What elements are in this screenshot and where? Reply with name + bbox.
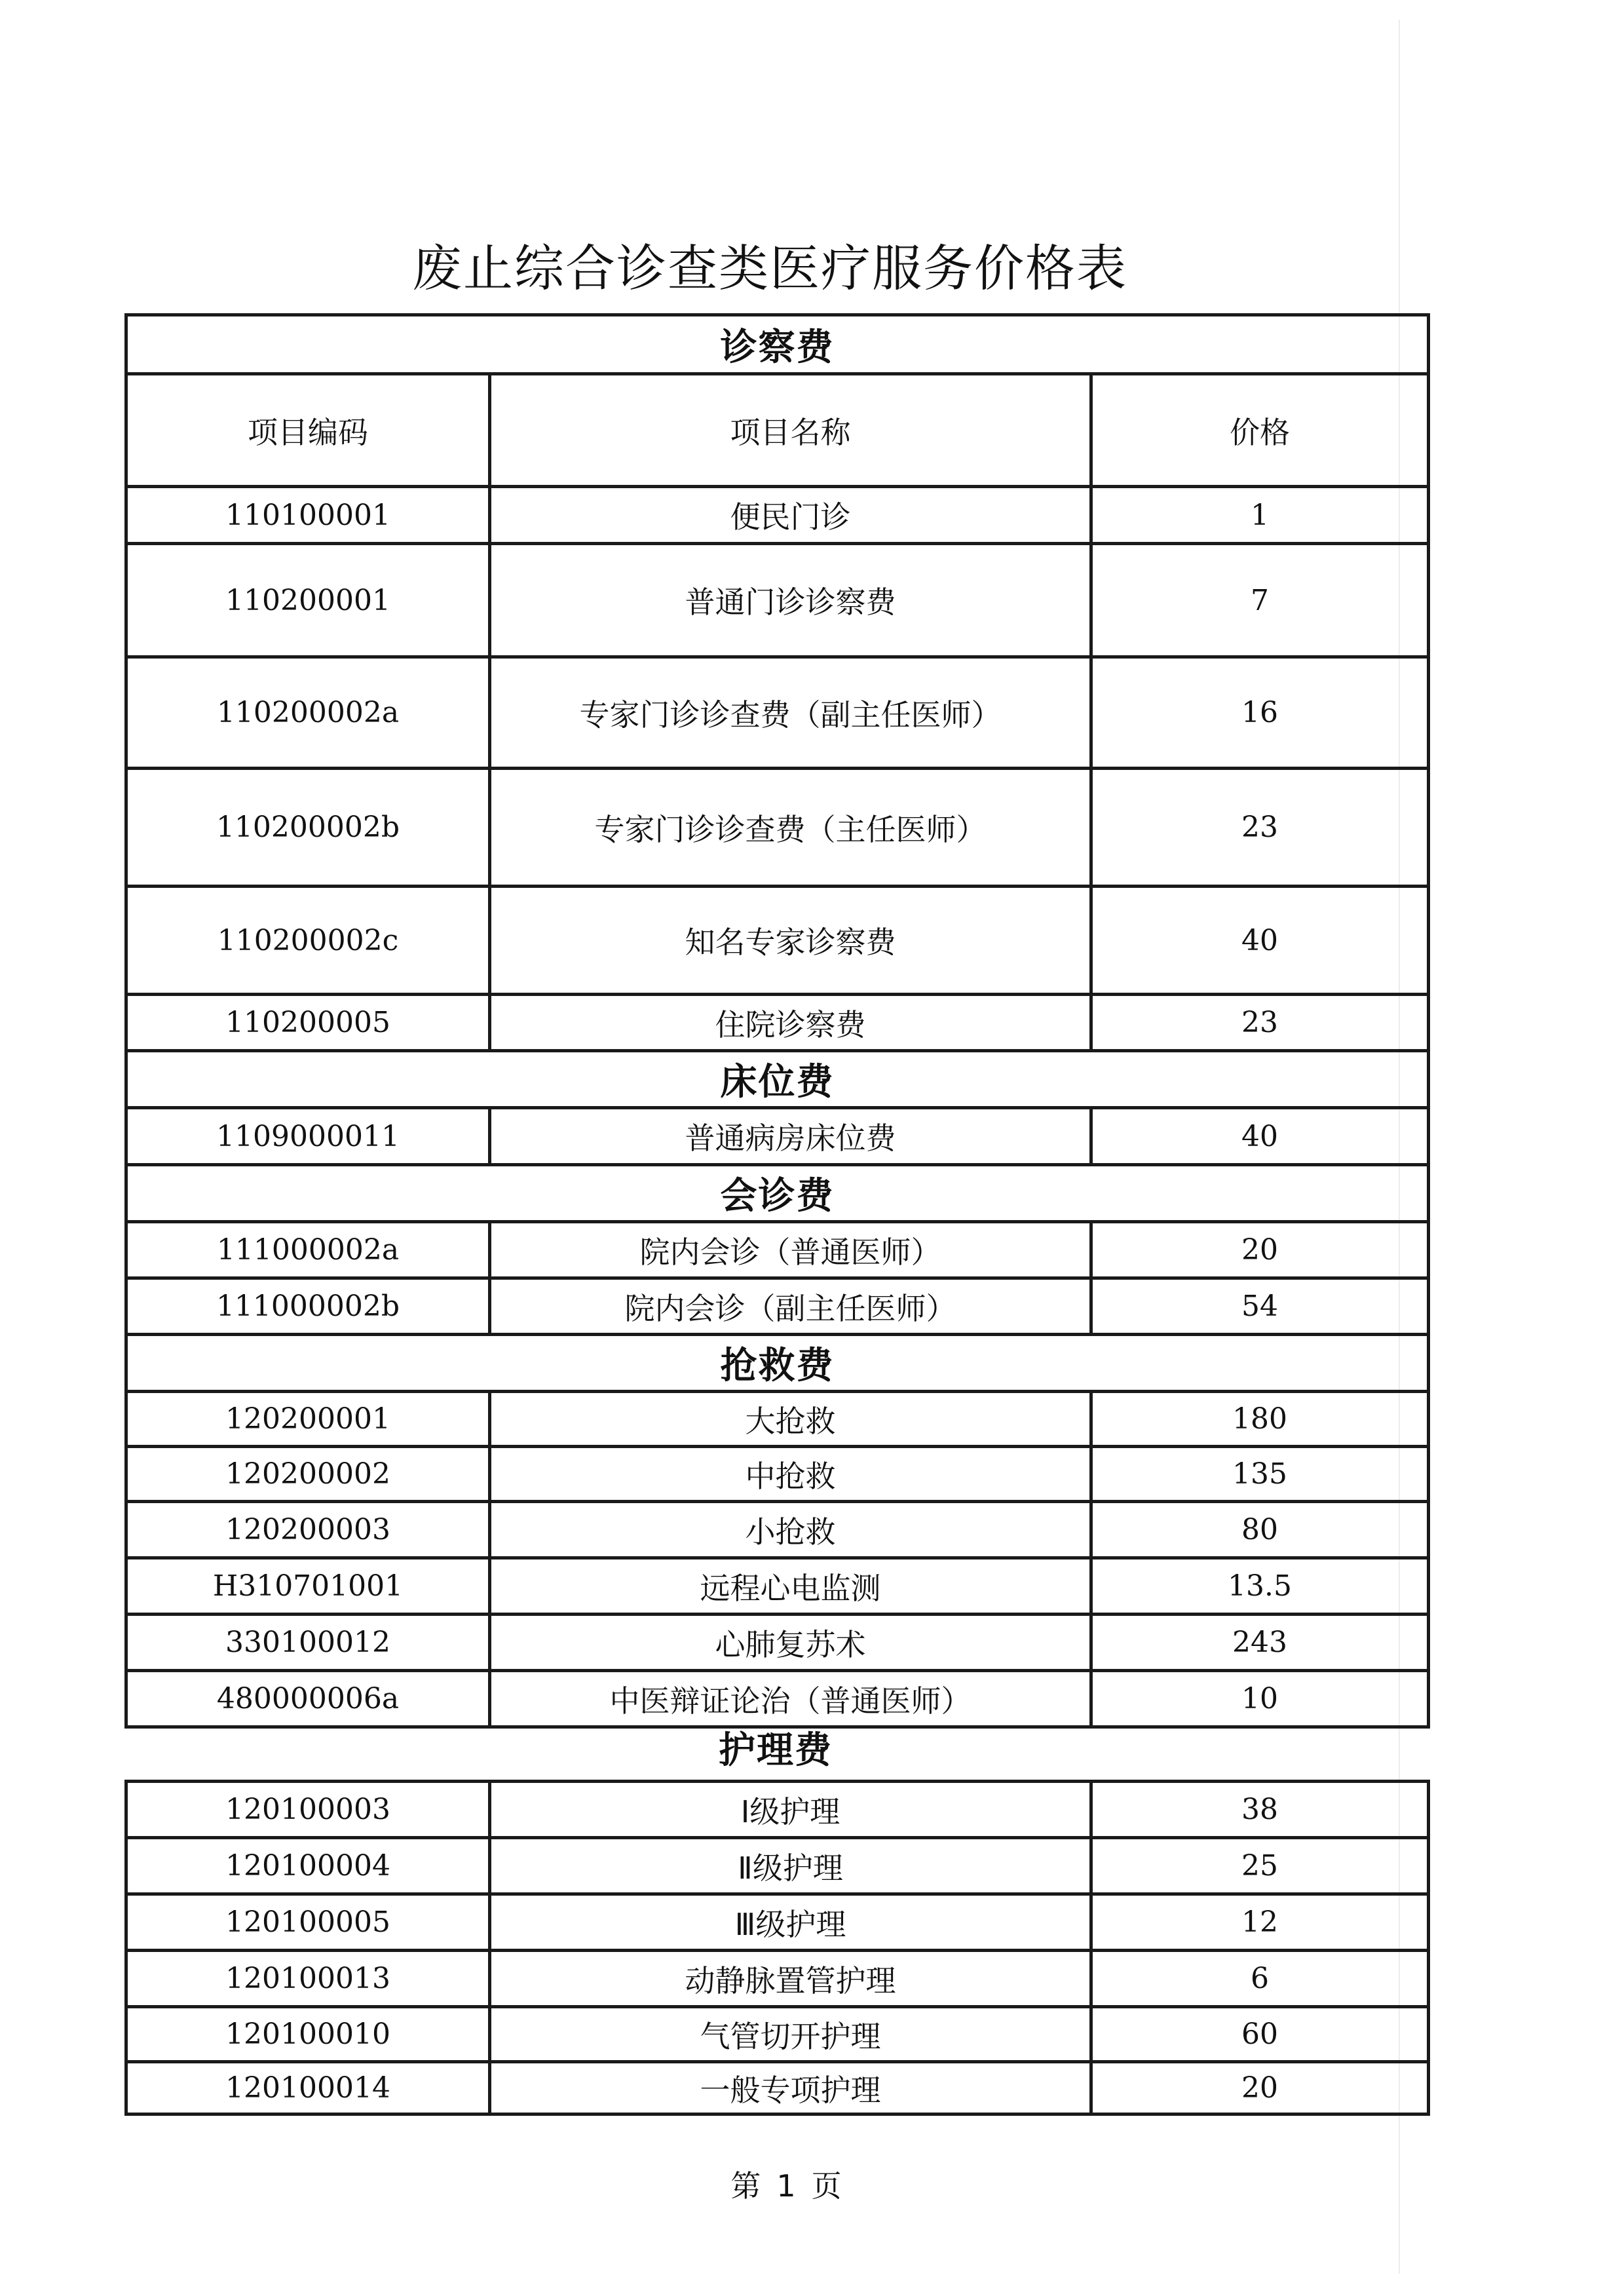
item-code: 110200002b bbox=[126, 769, 490, 887]
table-row bbox=[126, 1894, 1429, 1951]
item-price: 7 bbox=[1091, 544, 1429, 657]
item-code: 120100005 bbox=[126, 1894, 490, 1951]
section-title-bed: 床位费 bbox=[126, 1051, 1429, 1108]
item-price: 135 bbox=[1091, 1447, 1429, 1502]
page-number bbox=[0, 2162, 1572, 2206]
table-row bbox=[126, 1108, 1429, 1165]
item-price: 12 bbox=[1091, 1894, 1429, 1951]
section-title-nursing: 护理费 bbox=[719, 1729, 833, 1772]
item-price: 20 bbox=[1091, 2062, 1429, 2114]
item-price: 60 bbox=[1091, 2007, 1429, 2062]
table-row bbox=[126, 887, 1429, 995]
item-code: 110200002a bbox=[126, 657, 490, 769]
page-suffix: 页 bbox=[811, 2168, 842, 2204]
item-code: 110200005 bbox=[126, 995, 490, 1051]
item-price: 54 bbox=[1091, 1278, 1429, 1335]
item-name: 远程心电监测 bbox=[490, 1558, 1091, 1615]
item-code: 120200001 bbox=[126, 1392, 490, 1447]
item-price: 180 bbox=[1091, 1392, 1429, 1447]
item-price: 80 bbox=[1091, 1502, 1429, 1558]
table-row bbox=[126, 1222, 1429, 1278]
table-row bbox=[126, 2007, 1429, 2062]
item-price: 23 bbox=[1091, 995, 1429, 1051]
item-name: Ⅰ级护理 bbox=[490, 1782, 1091, 1838]
item-price: 20 bbox=[1091, 1222, 1429, 1278]
table-row bbox=[126, 1782, 1429, 1838]
item-name: 普通门诊诊察费 bbox=[490, 544, 1091, 657]
table-row bbox=[126, 769, 1429, 887]
item-price: 1 bbox=[1091, 487, 1429, 544]
item-price: 40 bbox=[1091, 887, 1429, 995]
item-price: 16 bbox=[1091, 657, 1429, 769]
item-name: 住院诊察费 bbox=[490, 995, 1091, 1051]
column-header-price: 价格 bbox=[1091, 374, 1429, 487]
section-title-consultation: 诊察费 bbox=[126, 315, 1429, 374]
item-price: 23 bbox=[1091, 769, 1429, 887]
price-table-nursing bbox=[124, 1780, 1430, 2116]
item-code: 120100003 bbox=[126, 1782, 490, 1838]
item-price: 38 bbox=[1091, 1782, 1429, 1838]
item-price: 25 bbox=[1091, 1838, 1429, 1894]
price-table bbox=[124, 313, 1430, 1729]
item-code: 120100013 bbox=[126, 1951, 490, 2007]
item-code: 120200002 bbox=[126, 1447, 490, 1502]
item-code: 120200003 bbox=[126, 1502, 490, 1558]
item-name: Ⅱ级护理 bbox=[490, 1838, 1091, 1894]
item-name: 气管切开护理 bbox=[490, 2007, 1091, 2062]
item-code: 110100001 bbox=[126, 487, 490, 544]
table-row bbox=[126, 2062, 1429, 2114]
item-name: 心肺复苏术 bbox=[490, 1615, 1091, 1671]
item-code: H310701001 bbox=[126, 1558, 490, 1615]
table-row bbox=[126, 487, 1429, 544]
document-title: 废止综合诊查类医疗服务价格表 bbox=[412, 239, 1127, 297]
table-row bbox=[126, 1951, 1429, 2007]
table-row bbox=[126, 1392, 1429, 1447]
item-name: 大抢救 bbox=[490, 1392, 1091, 1447]
item-name: 动静脉置管护理 bbox=[490, 1951, 1091, 2007]
item-code: 111000002a bbox=[126, 1222, 490, 1278]
item-name: 便民门诊 bbox=[490, 487, 1091, 544]
item-code: 120100014 bbox=[126, 2062, 490, 2114]
table-row bbox=[126, 1502, 1429, 1558]
table-row bbox=[126, 995, 1429, 1051]
table-row bbox=[126, 1838, 1429, 1894]
table-row bbox=[126, 1558, 1429, 1615]
item-name: 中抢救 bbox=[490, 1447, 1091, 1502]
item-code: 1109000011 bbox=[126, 1108, 490, 1165]
item-name: 知名专家诊察费 bbox=[490, 887, 1091, 995]
page-number-value: 1 bbox=[776, 2168, 796, 2204]
item-name: 专家门诊诊查费（主任医师） bbox=[490, 769, 1091, 887]
item-name: 专家门诊诊查费（副主任医师） bbox=[490, 657, 1091, 769]
section-title-rescue: 抢救费 bbox=[126, 1335, 1429, 1392]
item-code: 111000002b bbox=[126, 1278, 490, 1335]
column-header-code: 项目编码 bbox=[126, 374, 490, 487]
item-name: Ⅲ级护理 bbox=[490, 1894, 1091, 1951]
item-code: 110200001 bbox=[126, 544, 490, 657]
item-name: 普通病房床位费 bbox=[490, 1108, 1091, 1165]
table-row bbox=[126, 657, 1429, 769]
item-code: 330100012 bbox=[126, 1615, 490, 1671]
item-name: 中医辩证论治（普通医师） bbox=[490, 1671, 1091, 1727]
table-row bbox=[126, 1615, 1429, 1671]
table-row bbox=[126, 1278, 1429, 1335]
item-name: 院内会诊（副主任医师） bbox=[490, 1278, 1091, 1335]
section-title-joint-consultation: 会诊费 bbox=[126, 1165, 1429, 1222]
item-name: 院内会诊（普通医师） bbox=[490, 1222, 1091, 1278]
table-row bbox=[126, 544, 1429, 657]
table-row bbox=[126, 1671, 1429, 1727]
item-price: 40 bbox=[1091, 1108, 1429, 1165]
table-row bbox=[126, 1447, 1429, 1502]
item-price: 243 bbox=[1091, 1615, 1429, 1671]
item-code: 120100010 bbox=[126, 2007, 490, 2062]
item-price: 13.5 bbox=[1091, 1558, 1429, 1615]
item-code: 480000006a bbox=[126, 1671, 490, 1727]
page-prefix: 第 bbox=[730, 2168, 761, 2204]
column-header-name: 项目名称 bbox=[490, 374, 1091, 487]
item-price: 10 bbox=[1091, 1671, 1429, 1727]
item-code: 110200002c bbox=[126, 887, 490, 995]
item-name: 小抢救 bbox=[490, 1502, 1091, 1558]
item-price: 6 bbox=[1091, 1951, 1429, 2007]
item-name: 一般专项护理 bbox=[490, 2062, 1091, 2114]
item-code: 120100004 bbox=[126, 1838, 490, 1894]
